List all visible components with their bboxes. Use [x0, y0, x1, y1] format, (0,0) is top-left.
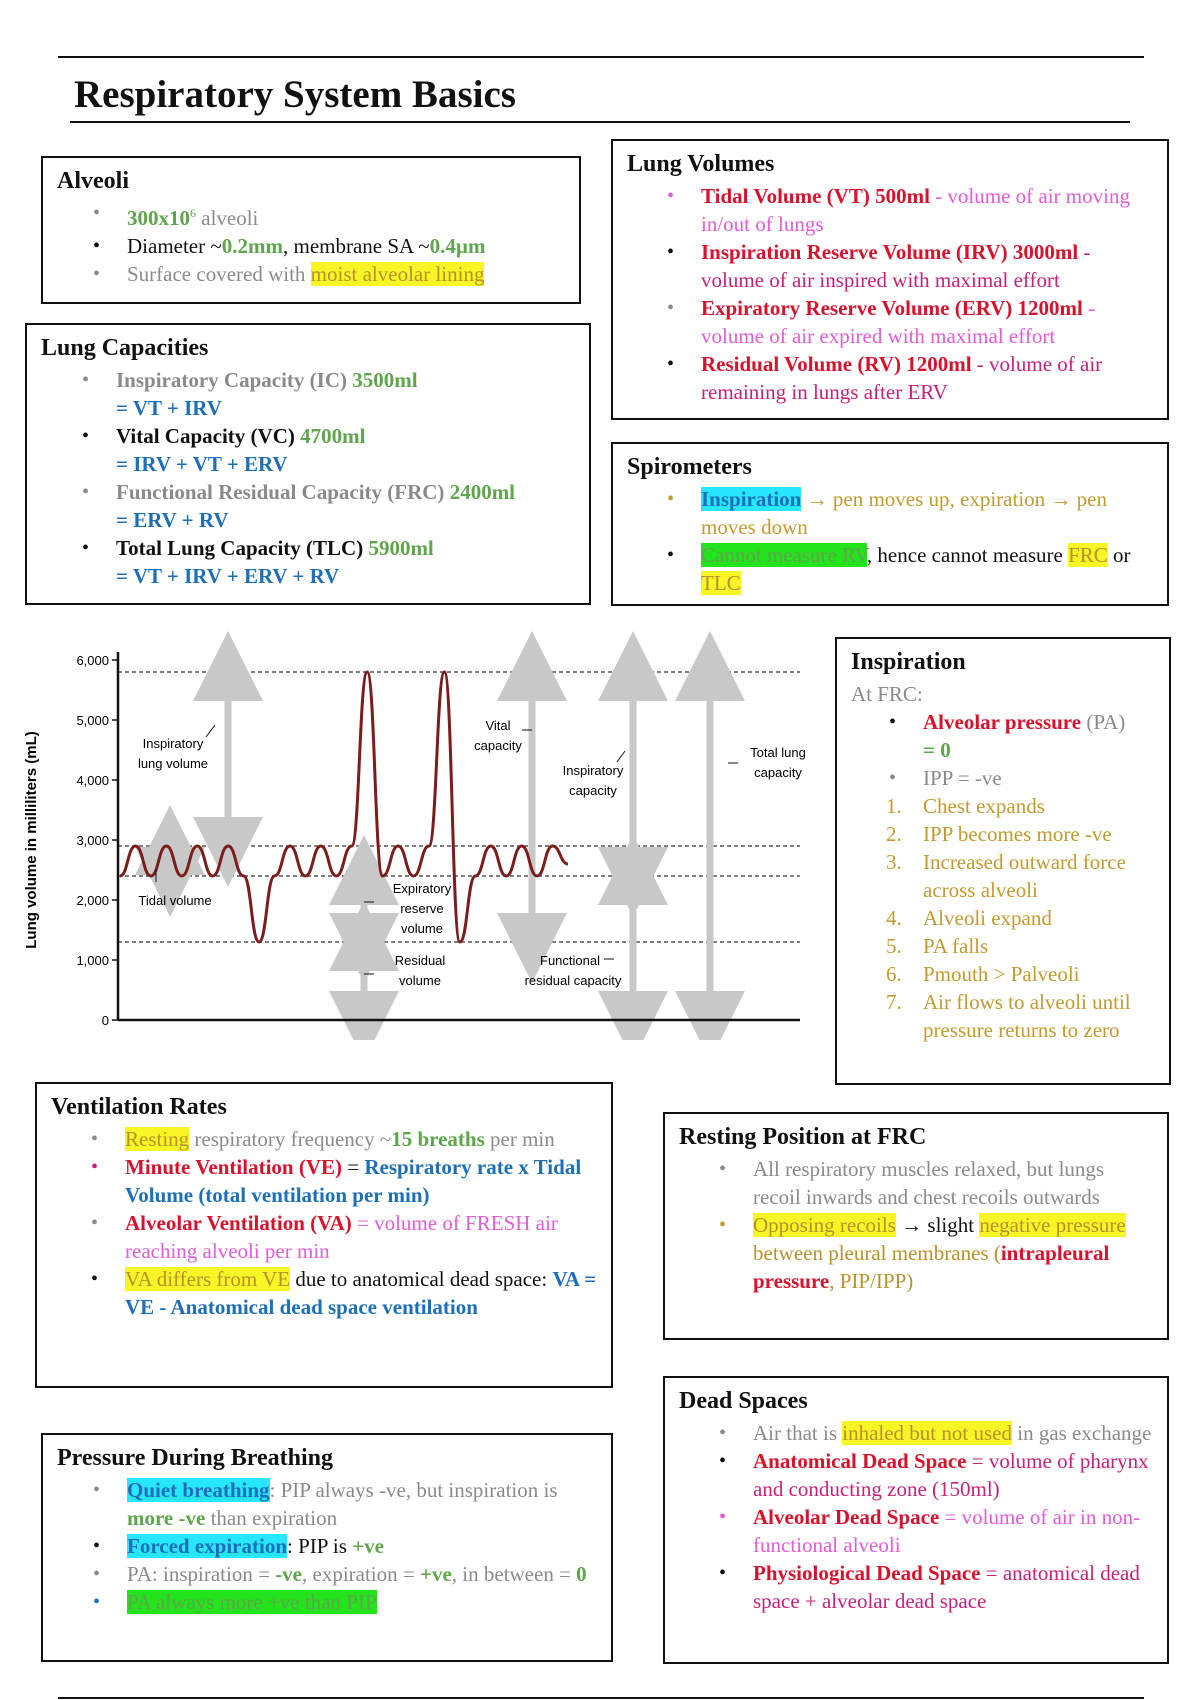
- chart-annotation: capacity: [474, 738, 522, 753]
- chart-annotation: volume: [399, 973, 441, 988]
- chart-annotation: Total lung: [750, 745, 806, 760]
- y-tick-label: 2,000: [76, 893, 109, 908]
- list-item: • All respiratory muscles relaxed, but lungs recoil inwards and chest recoils outwards: [719, 1157, 1105, 1209]
- list-item: • Air that is inhaled but not used in gas exchange: [719, 1421, 1152, 1445]
- bottom-rule: [58, 1697, 1144, 1699]
- alveoli-box: [41, 156, 581, 304]
- lung-volumes-box: [611, 139, 1169, 420]
- list-item: • Cannot measure RV, hence cannot measure FRC or TLC: [667, 543, 1131, 595]
- list-item: • Inspiration → pen moves up, expiration → pen moves down: [667, 487, 1107, 539]
- chart-annotation: Functional: [540, 953, 600, 968]
- list-item: • Forced expiration: PIP is +ve: [93, 1534, 384, 1558]
- list-item: • Residual Volume (RV) 1200ml - volume of air remaining in lungs after ERV: [667, 352, 1103, 404]
- list-item: • Tidal Volume (VT) 500ml - volume of air moving in/out of lungs: [667, 184, 1130, 236]
- y-tick-label: 4,000: [76, 773, 109, 788]
- chart-annotation: Inspiratory: [142, 736, 204, 751]
- y-tick-label: 0: [101, 1013, 109, 1028]
- list-item: • Total Lung Capacity (TLC) 5900ml = VT + IRV + ERV + RV: [82, 536, 434, 588]
- list-item: • Surface covered with moist alveolar lining: [93, 262, 485, 286]
- y-axis-label: Lung volume in milliliters (mL): [23, 731, 40, 949]
- list-item: • Resting respiratory frequency ~15 breaths per min: [91, 1127, 555, 1151]
- y-tick-label: 6,000: [76, 653, 109, 668]
- chart-annotation: lung volume: [137, 756, 209, 771]
- spirometers-heading: Spirometers: [627, 454, 752, 480]
- top-rule: [58, 56, 1144, 58]
- chart-annotation: capacity: [569, 783, 617, 798]
- resting-position-box: [663, 1112, 1169, 1340]
- dead-spaces-heading: Dead Spaces: [679, 1388, 808, 1414]
- chart-annotation: volume: [401, 921, 443, 936]
- y-tick-label: 3,000: [76, 833, 109, 848]
- chart-annotation: Residual: [394, 953, 446, 968]
- inspiration-heading: Inspiration: [851, 649, 966, 675]
- chart-annotation: Expiratory: [392, 881, 452, 896]
- list-item: • Vital Capacity (VC) 4700ml = IRV + VT + ERV: [82, 424, 366, 476]
- title-underline: [70, 121, 1130, 123]
- inspiration-step: 6. Pmouth > Palveoli: [886, 962, 1080, 986]
- spirometers-box: [611, 442, 1169, 606]
- inspiration-step: 3. Increased outward force across alveoli: [886, 850, 1126, 902]
- lung-volume-chart: [20, 630, 820, 1040]
- dead-spaces-box: [663, 1376, 1169, 1664]
- inspiration-box: [835, 637, 1171, 1085]
- chart-annotation: Vital: [485, 718, 511, 733]
- list-item: • PA: inspiration = -ve, expiration = +ve, in between = 0: [93, 1562, 587, 1586]
- list-item: • $300x10^6$ alveoli: [93, 202, 259, 230]
- ventilation-heading: Ventilation Rates: [51, 1094, 227, 1120]
- list-item: • Opposing recoils → slight negative pressure between pleural membranes (intrapleural pressure, PIP/IPP): [719, 1213, 1126, 1293]
- list-item: • PA always more +ve than PIP: [93, 1590, 377, 1614]
- inspiration-step: 5. PA falls: [886, 934, 989, 958]
- list-item: • IPP = -ve: [889, 766, 1002, 790]
- list-item: • Minute Ventilation (VE) = Respiratory rate x Tidal Volume (total ventilation per min): [91, 1155, 582, 1207]
- at-frc-label: At FRC:: [851, 682, 923, 706]
- chart-annotation: reserve: [400, 901, 444, 916]
- list-item: • VA differs from VE due to anatomical dead space: VA = VE - Anatomical dead space ventilation: [91, 1267, 597, 1319]
- list-item: • Functional Residual Capacity (FRC) 2400ml = ERV + RV: [82, 480, 516, 532]
- list-item: • Alveolar Dead Space = volume of air in non-functional alveoli: [719, 1505, 1141, 1557]
- lung-capacities-heading: Lung Capacities: [41, 335, 209, 361]
- list-item: • Alveolar Ventilation (VA) = volume of FRESH air reaching alveoli per min: [91, 1211, 558, 1263]
- lung-volumes-heading: Lung Volumes: [627, 151, 775, 177]
- chart-annotation: Tidal volume: [138, 893, 212, 908]
- pressure-heading: Pressure During Breathing: [57, 1445, 334, 1471]
- inspiration-step: 1. Chest expands: [886, 794, 1045, 818]
- ventilation-rates-box: [35, 1082, 613, 1388]
- chart-annotation: capacity: [754, 765, 802, 780]
- list-item: • Inspiration Reserve Volume (IRV) 3000ml - volume of air inspired with maximal effort: [667, 240, 1091, 292]
- inspiration-step: 7. Air flows to alveoli until pressure returns to zero: [886, 990, 1131, 1042]
- page-title: Respiratory System Basics: [74, 73, 516, 116]
- resting-heading: Resting Position at FRC: [679, 1124, 927, 1150]
- list-item: • Inspiratory Capacity (IC) 3500ml = VT + IRV: [82, 368, 418, 420]
- y-tick-label: 1,000: [76, 953, 109, 968]
- y-tick-label: 5,000: [76, 713, 109, 728]
- lung-capacities-box: [25, 323, 591, 605]
- list-item: • Alveolar pressure (PA) = 0: [889, 710, 1126, 762]
- inspiration-step: 4. Alveoli expand: [886, 906, 1052, 930]
- chart-annotation: residual capacity: [524, 973, 622, 988]
- list-item: • Expiratory Reserve Volume (ERV) 1200ml - volume of air expired with maximal effort: [667, 296, 1096, 348]
- inspiration-step: 2. IPP becomes more -ve: [886, 822, 1112, 846]
- list-item: • Quiet breathing: PIP always -ve, but inspiration is more -ve than expiration: [93, 1478, 558, 1530]
- chart-annotation: Inspiratory: [562, 763, 624, 778]
- list-item: • Physiological Dead Space = anatomical dead space + alveolar dead space: [719, 1561, 1140, 1613]
- list-item: • Anatomical Dead Space = volume of pharynx and conducting zone (150ml): [719, 1449, 1149, 1501]
- alveoli-heading: Alveoli: [57, 168, 129, 194]
- pressure-box: [41, 1433, 613, 1662]
- list-item: • Diameter ~0.2mm, membrane SA ~0.4µm: [93, 234, 486, 258]
